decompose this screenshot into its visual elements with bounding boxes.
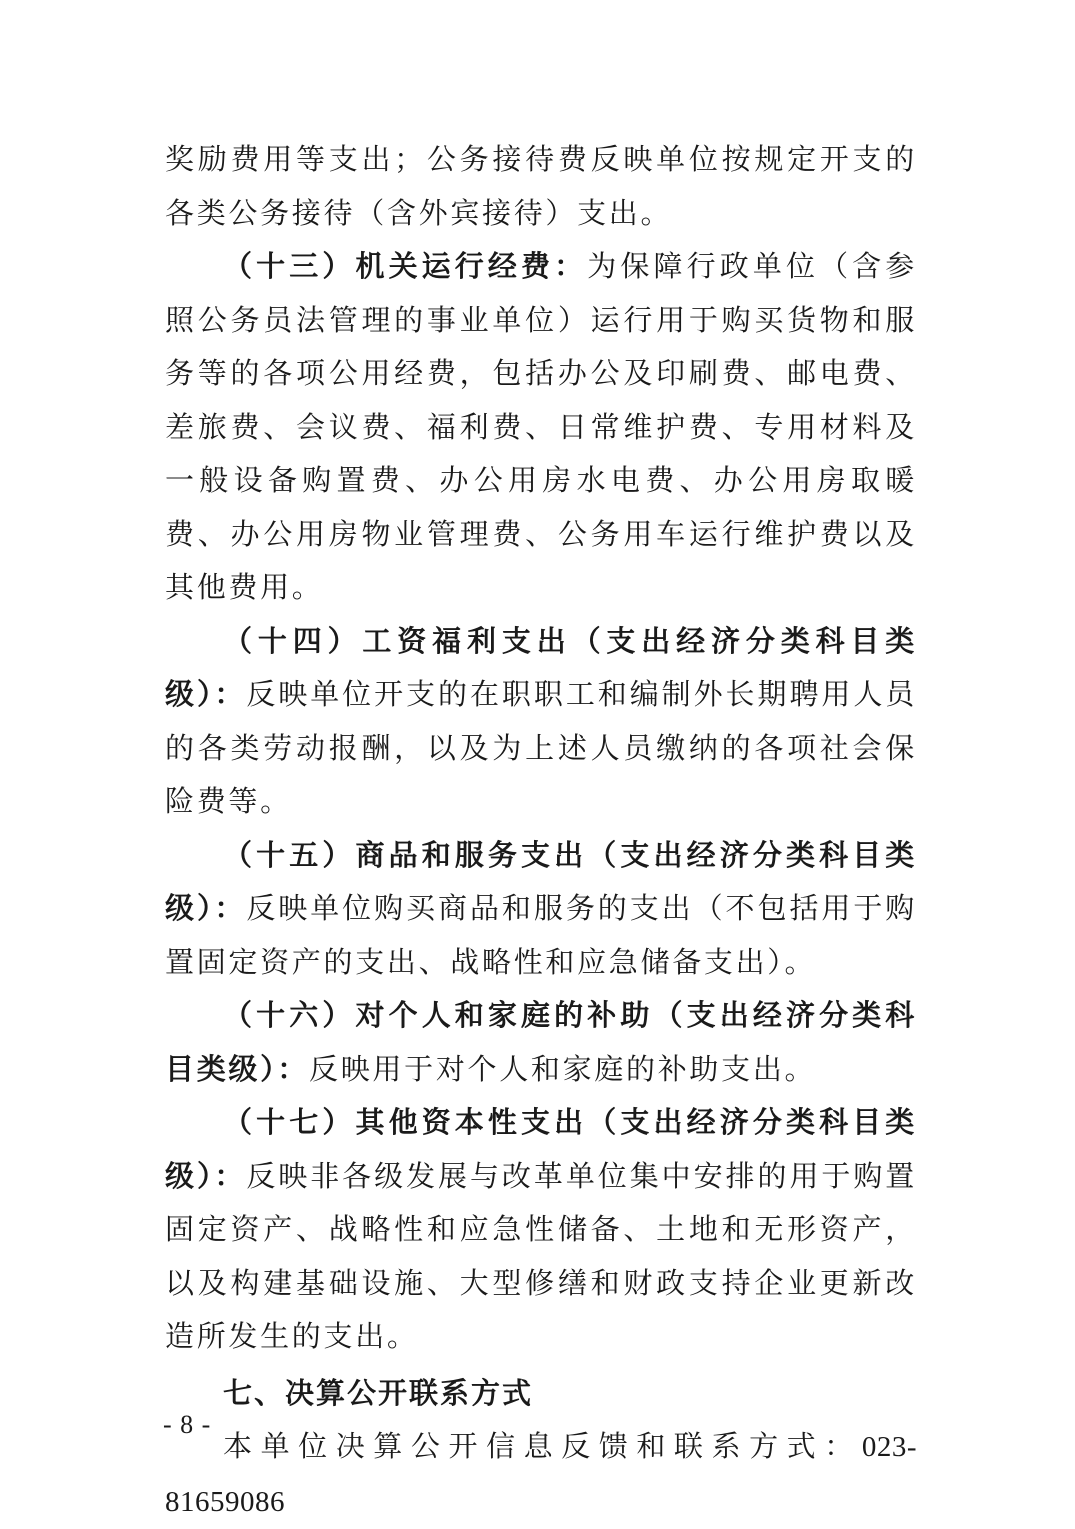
document-body — [165, 133, 917, 1529]
paragraph-household-subsidy — [165, 989, 917, 1096]
paragraph-heading: （十三）机关运行经费： — [223, 249, 588, 283]
paragraph-heading: （十四）工资福利支出（支出经济分类科目类级）： — [165, 623, 917, 711]
paragraph-text: 反映用于对个人和家庭的补助支出。 — [309, 1051, 817, 1086]
paragraph-operating-expenses — [165, 240, 917, 615]
contact-label: 本单位决算公开信息反馈和联系方式： — [223, 1429, 862, 1463]
contact-line — [165, 1420, 917, 1529]
paragraph-text: 反映单位购买商品和服务的支出（不包括用于购置固定资产的支出、战略性和应急储备支出）。 — [165, 891, 917, 979]
paragraph-heading: （十七）其他资本性支出（支出经济分类科目类级）： — [165, 1105, 917, 1193]
paragraph-goods-services — [165, 829, 917, 990]
paragraph-wage-welfare — [165, 615, 917, 829]
contact-phone-number: 023-81659086 — [165, 1431, 917, 1518]
paragraph-capital-expenditure — [165, 1096, 917, 1364]
paragraph-reception-expenses — [165, 133, 917, 240]
paragraph-text: 为保障行政单位（含参照公务员法管理的事业单位）运行用于购买货物和服务等的各项公用经费，包括办公及印刷费、邮电费、差旅费、会议费、福利费、日常维护费、专用材料及一般设备购置费、办公用房水电费、办公用房取暖费、办公用房物业管理费、公务用车运行维护费以及其他费用。 — [165, 249, 917, 604]
paragraph-text: 奖励费用等支出；公务接待费反映单位按规定开支的各类公务接待（含外宾接待）支出。 — [165, 142, 917, 230]
section-title: 七、决算公开联系方式 — [223, 1375, 534, 1410]
paragraph-text: 反映单位开支的在职职工和编制外长期聘用人员的各类劳动报酬，以及为上述人员缴纳的各项社会保险费等。 — [165, 677, 917, 818]
paragraph-heading: （十五）商品和服务支出（支出经济分类科目类级）： — [165, 837, 917, 925]
page-number: - 8 - — [163, 1410, 212, 1439]
paragraph-heading: （十六）对个人和家庭的补助（支出经济分类科目类级）： — [165, 998, 917, 1086]
paragraph-text: 反映非各级发展与改革单位集中安排的用于购置固定资产、战略性和应急性储备、土地和无形资产，以及构建基础设施、大型修缮和财政支持企业更新改造所发生的支出。 — [165, 1158, 917, 1353]
